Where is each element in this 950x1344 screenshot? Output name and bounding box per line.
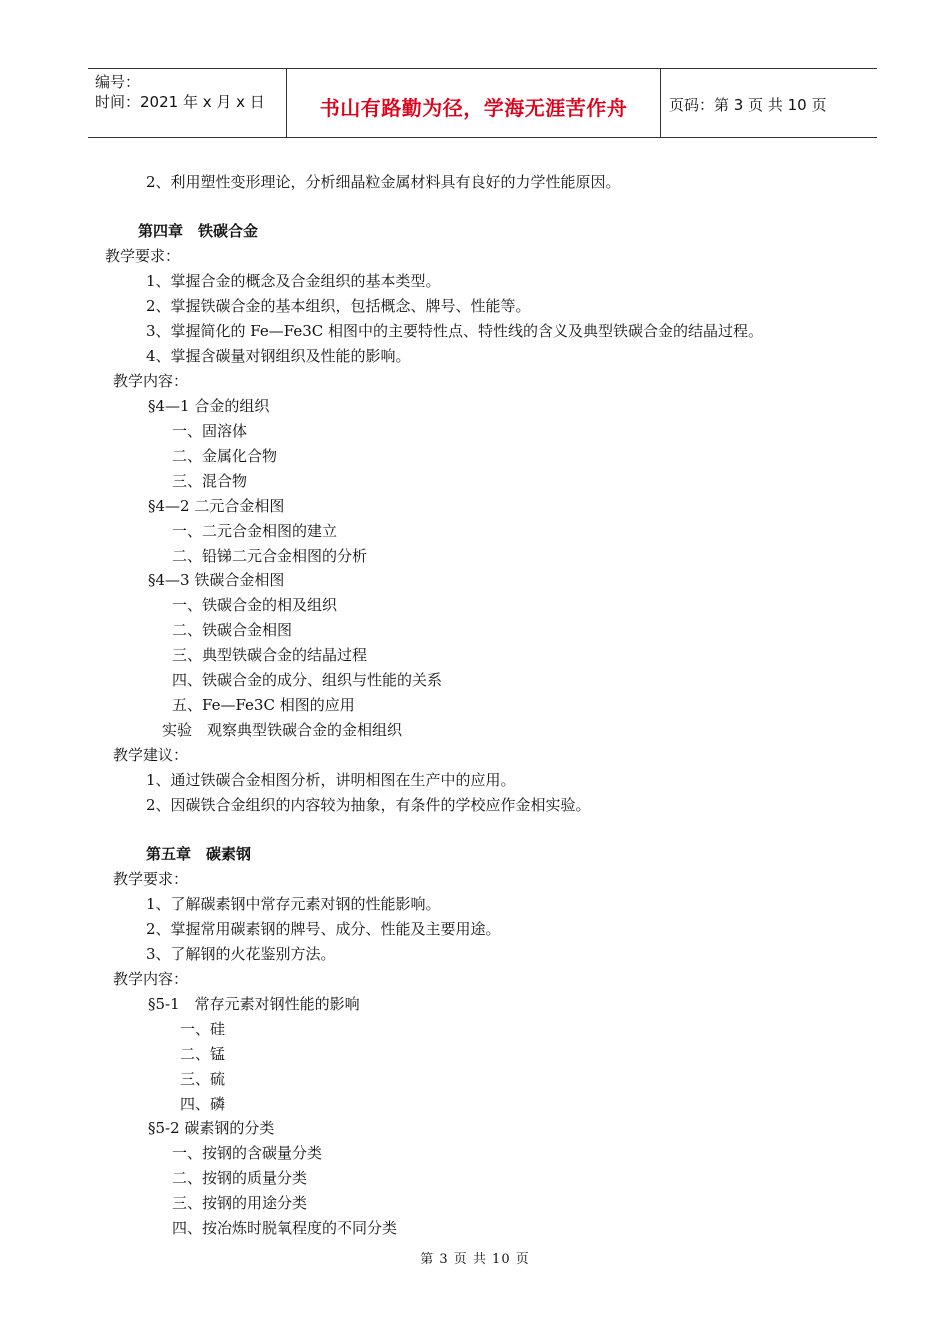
list-item: 2、掌握铁碳合金的基本组织，包括概念、牌号、性能等。 xyxy=(146,297,531,315)
text-line: 2、利用塑性变形理论，分析细晶粒金属材料具有良好的力学性能原因。 xyxy=(146,173,621,191)
list-item: 三、混合物 xyxy=(172,472,248,490)
list-item: 1、通过铁碳合金相图分析，讲明相图在生产中的应用。 xyxy=(146,771,516,789)
motto-text: 书山有路勤为径，学海无涯苦作舟 xyxy=(319,96,628,120)
list-item: 二、铁碳合金相图 xyxy=(172,621,293,639)
subsection-heading: §4—3 铁碳合金相图 xyxy=(148,571,285,589)
header-page-cell xyxy=(661,69,877,137)
list-item: 3、了解钢的火花鉴别方法。 xyxy=(146,945,336,963)
list-item: 一、按钢的含碳量分类 xyxy=(172,1144,323,1162)
chapter-heading: 第五章 碳素钢 xyxy=(146,845,252,863)
section-label: 教学内容： xyxy=(113,372,189,390)
list-item: 四、磷 xyxy=(180,1095,226,1113)
list-item: 4、掌握含碳量对钢组织及性能的影响。 xyxy=(146,347,411,365)
subsection-heading: §5-2 碳素钢的分类 xyxy=(148,1119,275,1137)
list-item: 1、了解碳素钢中常存元素对钢的性能影响。 xyxy=(146,895,441,913)
list-item: 四、按冶炼时脱氧程度的不同分类 xyxy=(172,1219,398,1237)
list-item: 一、固溶体 xyxy=(172,422,248,440)
subsection-heading: §5-1 常存元素对钢性能的影响 xyxy=(148,995,360,1013)
section-label: 教学要求： xyxy=(105,247,181,265)
list-item: 2、掌握常用碳素钢的牌号、成分、性能及主要用途。 xyxy=(146,920,501,938)
date-label: 时间：2021 年 x 月 x 日 xyxy=(95,93,265,111)
list-item: 一、二元合金相图的建立 xyxy=(172,522,338,540)
list-item: 二、锰 xyxy=(180,1045,226,1063)
header-motto-cell xyxy=(287,69,661,137)
list-item: 三、按钢的用途分类 xyxy=(172,1194,308,1212)
page-header xyxy=(88,68,877,138)
list-item: 2、因碳铁合金组织的内容较为抽象，有条件的学校应作金相实验。 xyxy=(146,796,591,814)
experiment-line: 实验 观察典型铁碳合金的金相组织 xyxy=(162,721,403,739)
list-item: 三、硫 xyxy=(180,1070,226,1088)
page-footer: 第 3 页 共 10 页 xyxy=(420,1252,530,1267)
list-item: 二、按钢的质量分类 xyxy=(172,1169,308,1187)
list-item: 一、硅 xyxy=(180,1020,226,1038)
list-item: 二、铅锑二元合金相图的分析 xyxy=(172,547,368,565)
section-label: 教学要求： xyxy=(113,870,189,888)
header-page-number: 页码：第 3 页 共 10 页 xyxy=(669,96,827,114)
subsection-heading: §4—2 二元合金相图 xyxy=(148,497,285,515)
list-item: 1、掌握合金的概念及合金组织的基本类型。 xyxy=(146,272,441,290)
list-item: 一、铁碳合金的相及组织 xyxy=(172,596,338,614)
header-meta-cell xyxy=(88,69,287,137)
section-label: 教学内容： xyxy=(113,970,189,988)
list-item: 3、掌握简化的 Fe—Fe3C 相图中的主要特性点、特性线的含义及典型铁碳合金的结晶过程。 xyxy=(146,322,764,340)
list-item: 二、金属化合物 xyxy=(172,447,278,465)
chapter-heading: 第四章 铁碳合金 xyxy=(138,222,259,240)
list-item: 三、典型铁碳合金的结晶过程 xyxy=(172,646,368,664)
list-item: 五、Fe—Fe3C 相图的应用 xyxy=(172,696,355,714)
list-item: 四、铁碳合金的成分、组织与性能的关系 xyxy=(172,671,443,689)
subsection-heading: §4—1 合金的组织 xyxy=(148,397,270,415)
section-label: 教学建议： xyxy=(113,746,189,764)
serial-number-label: 编号： xyxy=(95,73,141,91)
